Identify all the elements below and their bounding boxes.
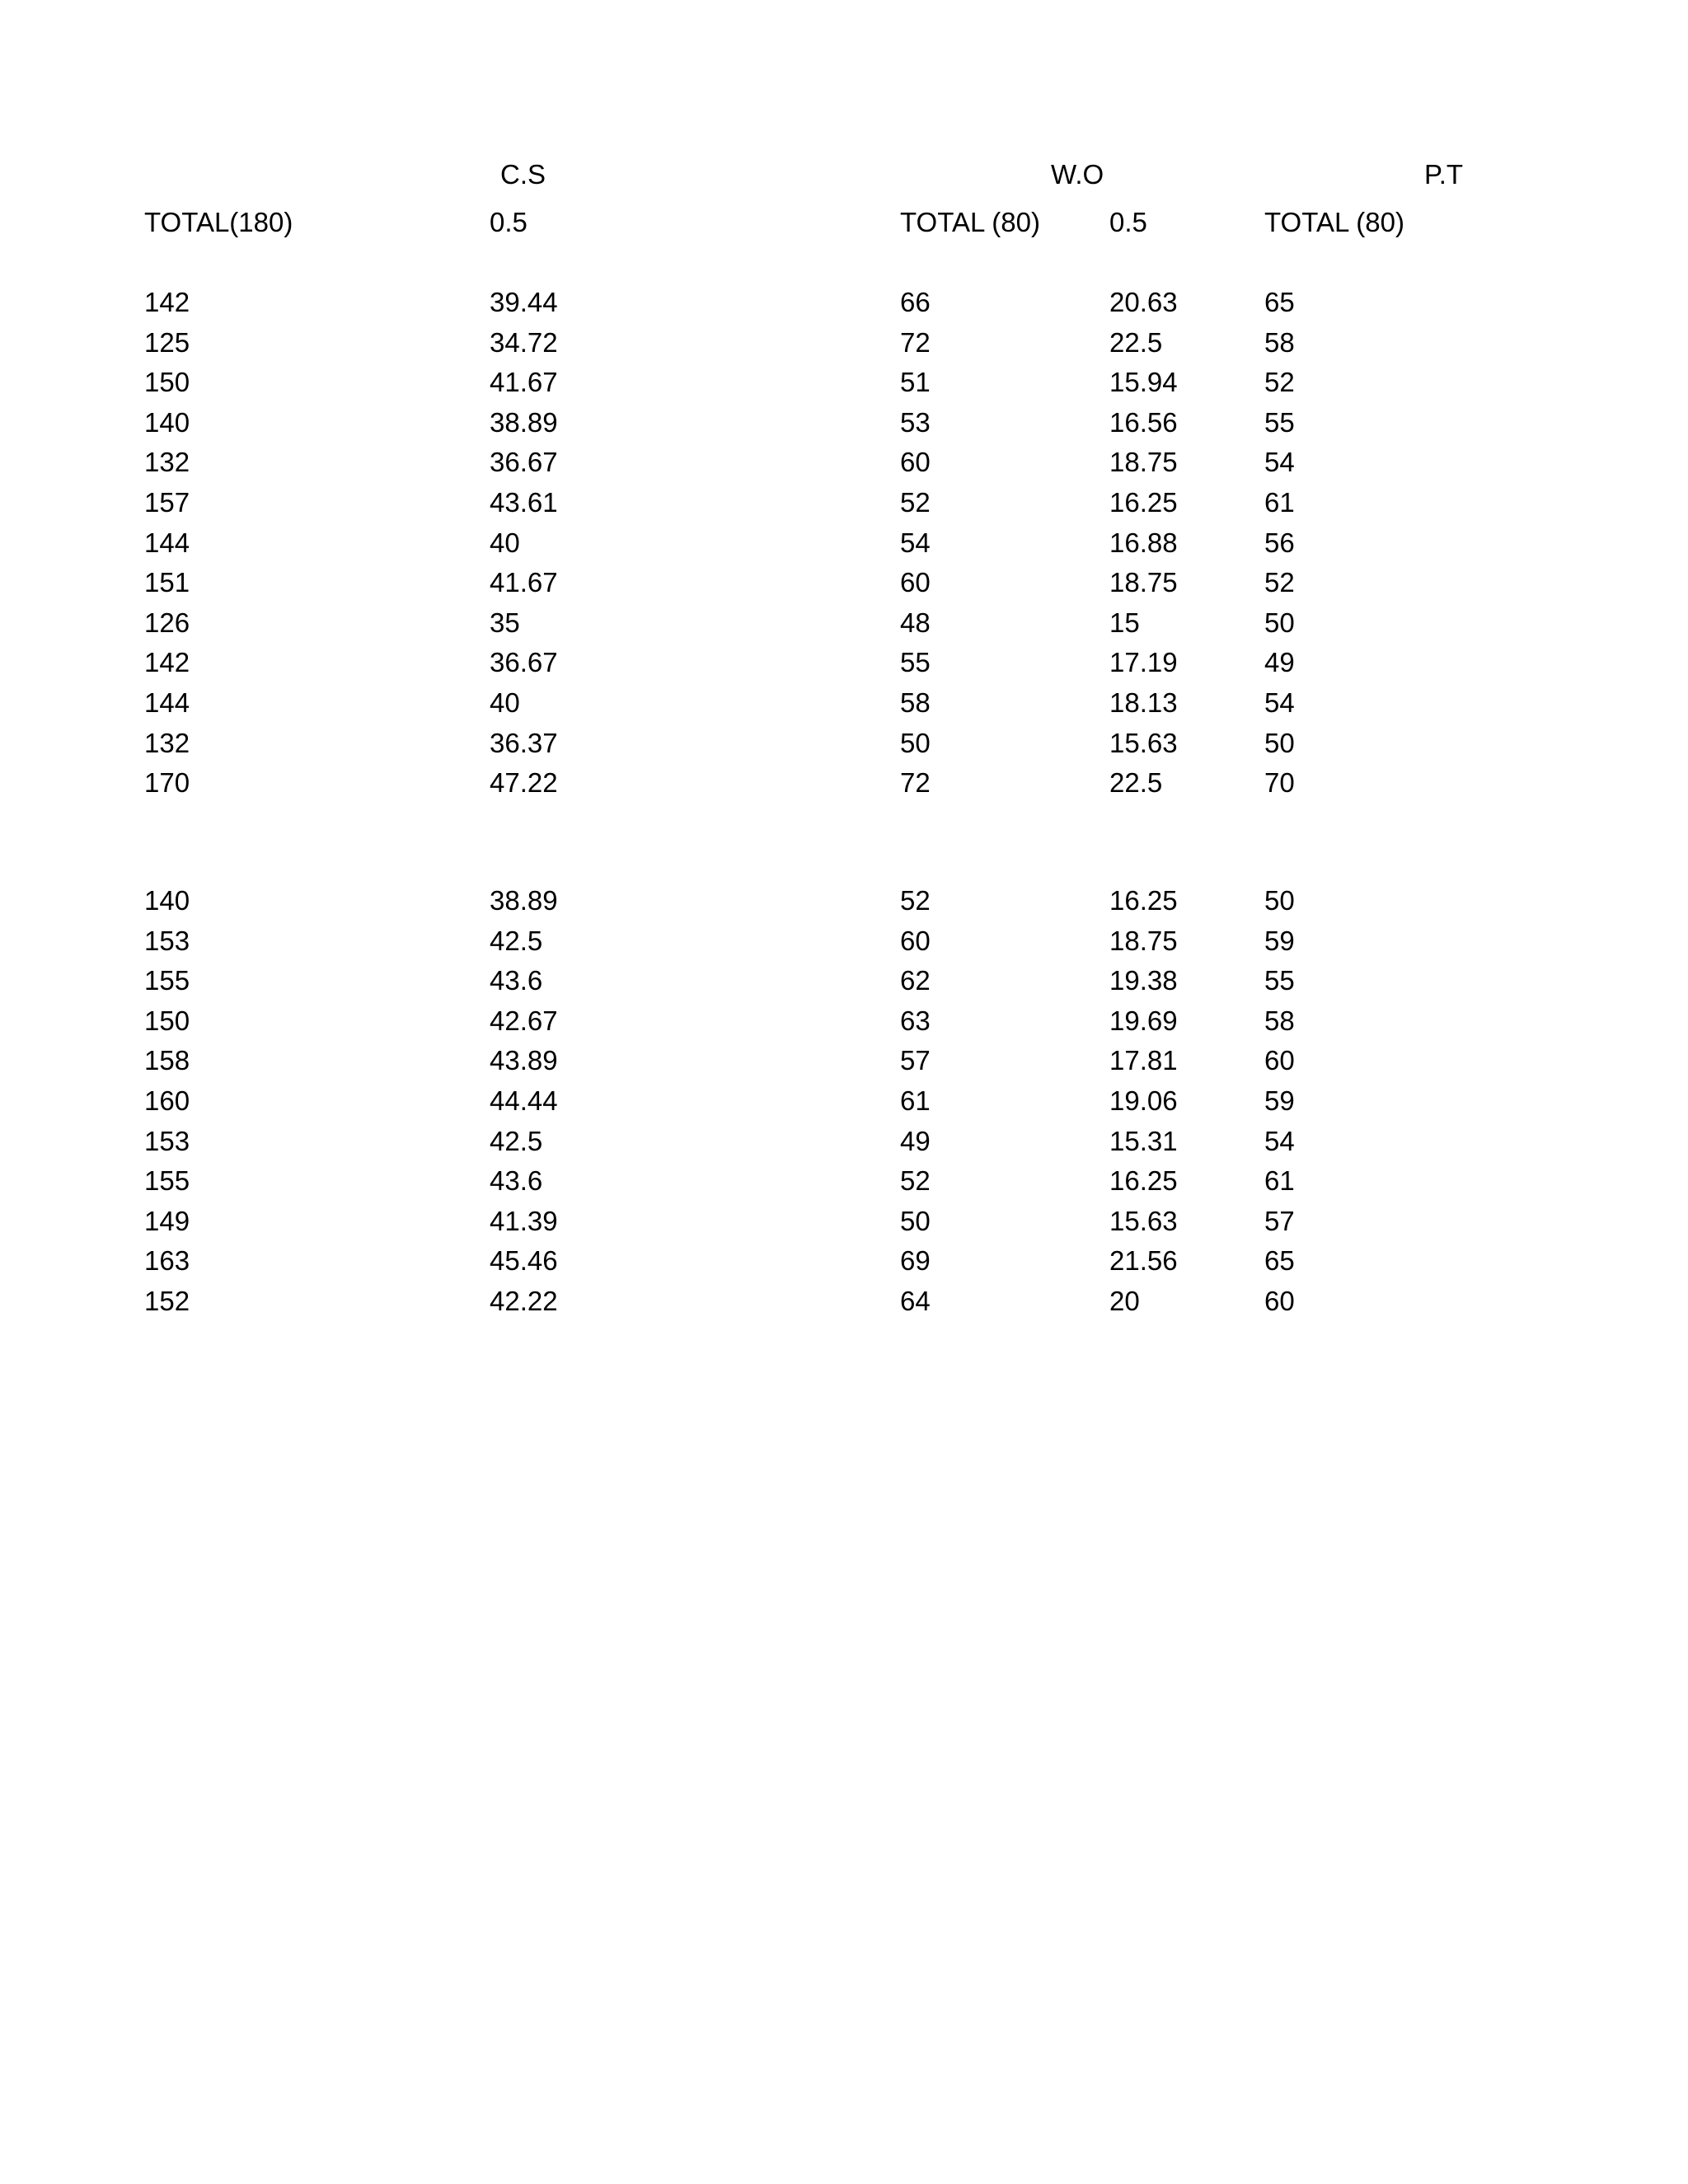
pt-total-cell: 49 [1264, 647, 1295, 678]
pt-total-cell: 55 [1264, 406, 1295, 438]
wo-total-cell: 52 [900, 885, 931, 916]
wo-total-cell: 50 [900, 1205, 931, 1236]
pt-total-cell: 54 [1264, 447, 1295, 478]
wo-factor-cell: 17.19 [1109, 647, 1178, 678]
column-header-cs-factor: 0.5 [490, 207, 528, 237]
wo-total-cell: 53 [900, 406, 931, 438]
total-180-cell: 153 [144, 925, 190, 956]
column-header-wo-total: TOTAL (80) [900, 207, 1040, 237]
table-row [0, 687, 1688, 727]
pt-total-cell: 59 [1264, 1085, 1295, 1116]
cs-factor-cell: 38.89 [490, 406, 558, 438]
wo-factor-cell: 15.63 [1109, 727, 1178, 758]
wo-factor-cell: 16.56 [1109, 406, 1178, 438]
column-header-total-180: TOTAL(180) [144, 207, 293, 237]
total-180-cell: 163 [144, 1245, 190, 1277]
wo-factor-cell: 19.06 [1109, 1085, 1178, 1116]
wo-factor-cell: 18.75 [1109, 447, 1178, 478]
wo-factor-cell: 15 [1109, 607, 1140, 638]
wo-factor-cell: 15.94 [1109, 367, 1178, 398]
wo-total-cell: 60 [900, 925, 931, 956]
wo-total-cell: 49 [900, 1125, 931, 1156]
table-row [0, 486, 1688, 527]
table-row [0, 646, 1688, 687]
table-row [0, 1005, 1688, 1045]
cs-factor-cell: 43.61 [490, 486, 558, 518]
cs-factor-cell: 41.67 [490, 567, 558, 598]
total-180-cell: 160 [144, 1085, 190, 1116]
total-180-cell: 142 [144, 647, 190, 678]
table-row [0, 884, 1688, 925]
wo-total-cell: 60 [900, 567, 931, 598]
total-180-cell: 149 [144, 1205, 190, 1236]
pt-total-cell: 58 [1264, 1005, 1295, 1036]
total-180-cell: 152 [144, 1285, 190, 1316]
wo-factor-cell: 16.88 [1109, 527, 1178, 558]
table-row [0, 366, 1688, 406]
wo-factor-cell: 22.5 [1109, 326, 1163, 358]
wo-factor-cell: 20 [1109, 1285, 1140, 1316]
pt-total-cell: 52 [1264, 367, 1295, 398]
group-header-wo: W.O [1051, 159, 1104, 190]
wo-total-cell: 66 [900, 287, 931, 317]
table-row [0, 766, 1688, 807]
pt-total-cell: 52 [1264, 567, 1295, 598]
pt-total-cell: 57 [1264, 1205, 1295, 1236]
table-row [0, 1085, 1688, 1125]
wo-factor-cell: 16.25 [1109, 486, 1178, 518]
column-header-pt-total: TOTAL (80) [1264, 207, 1404, 237]
cs-factor-cell: 45.46 [490, 1245, 558, 1277]
pt-total-cell: 60 [1264, 1045, 1295, 1076]
total-180-cell: 144 [144, 527, 190, 558]
total-180-cell: 150 [144, 367, 190, 398]
wo-total-cell: 72 [900, 326, 931, 358]
table-row [0, 406, 1688, 447]
table-row [0, 1044, 1688, 1085]
wo-total-cell: 72 [900, 767, 931, 799]
table-row [0, 607, 1688, 647]
total-180-cell: 144 [144, 687, 190, 718]
table-row [0, 326, 1688, 367]
wo-factor-cell: 19.38 [1109, 965, 1178, 996]
wo-total-cell: 58 [900, 687, 931, 718]
table-row [0, 1244, 1688, 1285]
total-180-cell: 125 [144, 326, 190, 358]
table-row [0, 1125, 1688, 1165]
cs-factor-cell: 39.44 [490, 287, 558, 317]
total-180-cell: 140 [144, 885, 190, 916]
total-180-cell: 153 [144, 1125, 190, 1156]
total-180-cell: 157 [144, 486, 190, 518]
wo-total-cell: 48 [900, 607, 931, 638]
total-180-cell: 158 [144, 1045, 190, 1076]
total-180-cell: 140 [144, 406, 190, 438]
cs-factor-cell: 38.89 [490, 885, 558, 916]
cs-factor-cell: 34.72 [490, 326, 558, 358]
wo-factor-cell: 16.25 [1109, 885, 1178, 916]
cs-factor-cell: 40 [490, 527, 520, 558]
group-header-cs: C.S [500, 159, 546, 190]
wo-total-cell: 63 [900, 1005, 931, 1036]
table-row [0, 1165, 1688, 1205]
pt-total-cell: 54 [1264, 1125, 1295, 1156]
pt-total-cell: 65 [1264, 1245, 1295, 1277]
wo-total-cell: 52 [900, 1165, 931, 1197]
wo-total-cell: 57 [900, 1045, 931, 1076]
wo-total-cell: 55 [900, 647, 931, 678]
table-row [0, 964, 1688, 1005]
total-180-cell: 142 [144, 287, 190, 317]
pt-total-cell: 61 [1264, 1165, 1295, 1197]
cs-factor-cell: 36.37 [490, 727, 558, 758]
total-180-cell: 132 [144, 727, 190, 758]
cs-factor-cell: 43.6 [490, 965, 543, 996]
wo-factor-cell: 21.56 [1109, 1245, 1178, 1277]
wo-total-cell: 54 [900, 527, 931, 558]
group-header-pt: P.T [1424, 159, 1464, 190]
wo-total-cell: 64 [900, 1285, 931, 1316]
total-180-cell: 132 [144, 447, 190, 478]
table-row [0, 925, 1688, 965]
total-180-cell: 155 [144, 965, 190, 996]
wo-factor-cell: 16.25 [1109, 1165, 1178, 1197]
column-header-wo-factor: 0.5 [1109, 207, 1147, 237]
table-row [0, 527, 1688, 567]
wo-factor-cell: 15.63 [1109, 1205, 1178, 1236]
wo-factor-cell: 17.81 [1109, 1045, 1178, 1076]
pt-total-cell: 50 [1264, 607, 1295, 638]
cs-factor-cell: 41.39 [490, 1205, 558, 1236]
cs-factor-cell: 42.67 [490, 1005, 558, 1036]
table-row [0, 286, 1688, 326]
pt-total-cell: 58 [1264, 326, 1295, 358]
wo-total-cell: 51 [900, 367, 931, 398]
pt-total-cell: 55 [1264, 965, 1295, 996]
wo-total-cell: 50 [900, 727, 931, 758]
cs-factor-cell: 42.5 [490, 1125, 543, 1156]
pt-total-cell: 54 [1264, 687, 1295, 718]
cs-factor-cell: 36.67 [490, 647, 558, 678]
table-row [0, 446, 1688, 486]
total-180-cell: 150 [144, 1005, 190, 1036]
pt-total-cell: 61 [1264, 486, 1295, 518]
cs-factor-cell: 36.67 [490, 447, 558, 478]
pt-total-cell: 59 [1264, 925, 1295, 956]
table-row [0, 727, 1688, 767]
table-row [0, 1205, 1688, 1245]
cs-factor-cell: 35 [490, 607, 520, 638]
cs-factor-cell: 42.22 [490, 1285, 558, 1316]
table-row [0, 1285, 1688, 1325]
pt-total-cell: 50 [1264, 727, 1295, 758]
total-180-cell: 170 [144, 767, 190, 799]
total-180-cell: 126 [144, 607, 190, 638]
wo-total-cell: 61 [900, 1085, 931, 1116]
pt-total-cell: 56 [1264, 527, 1295, 558]
wo-factor-cell: 22.5 [1109, 767, 1163, 799]
wo-factor-cell: 18.75 [1109, 567, 1178, 598]
wo-total-cell: 52 [900, 486, 931, 518]
wo-total-cell: 60 [900, 447, 931, 478]
pt-total-cell: 70 [1264, 767, 1295, 799]
cs-factor-cell: 43.6 [490, 1165, 543, 1197]
cs-factor-cell: 44.44 [490, 1085, 558, 1116]
cs-factor-cell: 43.89 [490, 1045, 558, 1076]
wo-total-cell: 69 [900, 1245, 931, 1277]
table-row [0, 566, 1688, 607]
cs-factor-cell: 40 [490, 687, 520, 718]
wo-factor-cell: 18.75 [1109, 925, 1178, 956]
total-180-cell: 155 [144, 1165, 190, 1197]
total-180-cell: 151 [144, 567, 190, 598]
cs-factor-cell: 42.5 [490, 925, 543, 956]
data-block-2 [0, 884, 1688, 1325]
pt-total-cell: 60 [1264, 1285, 1295, 1316]
wo-factor-cell: 18.13 [1109, 687, 1178, 718]
cs-factor-cell: 47.22 [490, 767, 558, 799]
cs-factor-cell: 41.67 [490, 367, 558, 398]
wo-factor-cell: 19.69 [1109, 1005, 1178, 1036]
wo-factor-cell: 20.63 [1109, 287, 1178, 317]
wo-total-cell: 62 [900, 965, 931, 996]
pt-total-cell: 65 [1264, 287, 1295, 317]
pt-total-cell: 50 [1264, 885, 1295, 916]
data-block-1 [0, 286, 1688, 807]
wo-factor-cell: 15.31 [1109, 1125, 1178, 1156]
